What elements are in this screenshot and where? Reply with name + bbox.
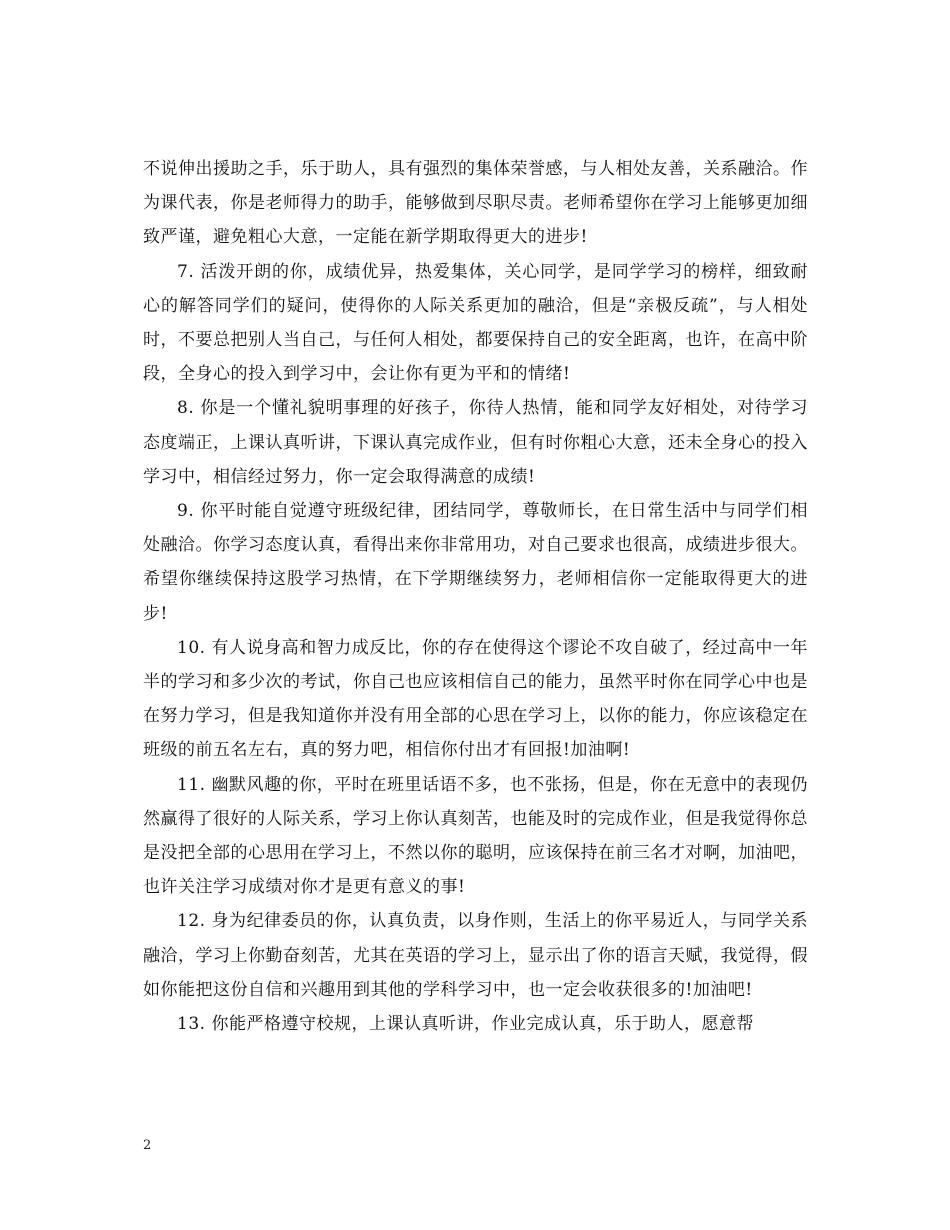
paragraph-item-7: 7. 活泼开朗的你，成绩优异，热爱集体，关心同学，是同学学习的榜样，细致耐心的解答同学们的疑问，使得你的人际关系更加的融洽，但是“亲极反疏”，与人相处时，不要总把别人当自己，与任何人相处，都要保持自己的安全距离，也许，在高中阶段，全身心的投入到学习中，会让你有更为平和的情绪! (143, 261, 808, 385)
page-body (143, 152, 808, 1041)
paragraph-item-9: 9. 你平时能自觉遵守班级纪律，团结同学，尊敬师长，在日常生活中与同学们相处融洽。你学习态度认真，看得出来你非常用功，对自己要求也很高，成绩进步很大。希望你继续保持这股学习热情，在下学期继续努力，老师相信你一定能取得更大的进步! (143, 501, 808, 624)
paragraph-item-11: 11. 幽默风趣的你，平时在班里话语不多，也不张扬，但是，你在无意中的表现仍然赢得了很好的人际关系，学习上你认真刻苦，也能及时的完成作业，但是我觉得你总是没把全部的心思用在学习上，不然以你的聪明，应该保持在前三名才对啊，加油吧，也许关注学习成绩对你才是更有意义的事! (143, 774, 808, 898)
paragraph-item-13: 13. 你能严格遵守校规，上课认真听讲，作业完成认真，乐于助人，愿意帮 (177, 1014, 754, 1035)
page-number: 2 (143, 1138, 152, 1153)
paragraph-continuation: 不说伸出援助之手，乐于助人，具有强烈的集体荣誉感，与人相处友善，关系融洽。作为课代表，你是老师得力的助手，能够做到尽职尽责。老师希望你在学习上能够更加细致严谨，避免粗心大意，一定能在新学期取得更大的进步! (143, 159, 808, 248)
paragraph-item-8: 8. 你是一个懂礼貌明事理的好孩子，你待人热情，能和同学友好相处，对待学习态度端正，上课认真听讲，下课认真完成作业，但有时你粗心大意，还未全身心的投入学习中，相信经过努力，你一定会取得满意的成绩! (143, 398, 808, 487)
paragraph-item-10: 10. 有人说身高和智力成反比，你的存在使得这个谬论不攻自破了，经过高中一年半的学习和多少次的考试，你自己也应该相信自己的能力，虽然平时你在同学心中也是在努力学习，但是我知道你并没有用全部的心思在学习上，以你的能力，你应该稳定在班级的前五名左右，真的努力吧，相信你付出才有回报!加油啊! (143, 637, 808, 761)
paragraph-item-12: 12. 身为纪律委员的你，认真负责，以身作则，生活上的你平易近人，与同学关系融洽，学习上你勤奋刻苦，尤其在英语的学习上，显示出了你的语言天赋，我觉得，假如你能把这份自信和兴趣用到其他的学科学习中，也一定会收获很多的!加油吧! (143, 911, 808, 1000)
